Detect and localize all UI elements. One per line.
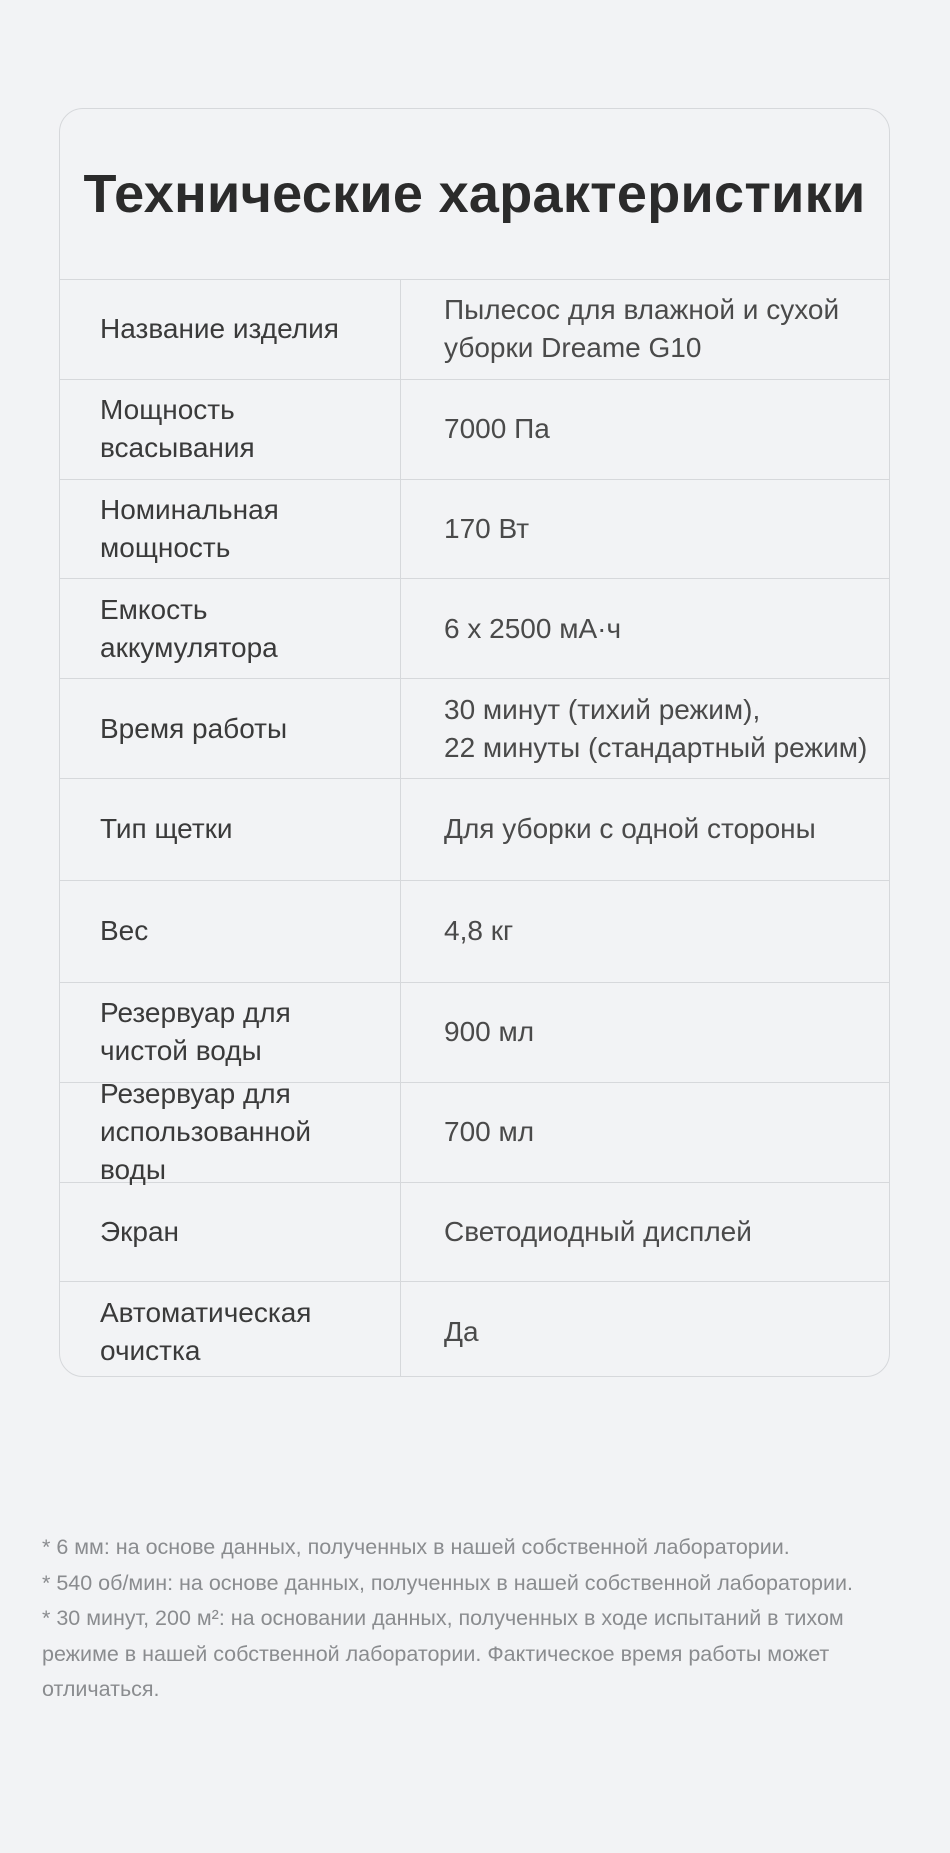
spec-row-screen bbox=[60, 1183, 889, 1283]
spec-row-dirty-water-tank bbox=[60, 1078, 889, 1186]
footnote: * 6 мм: на основе данных, полученных в нашей собственной лаборатории. bbox=[42, 1535, 790, 1559]
spec-table-card bbox=[59, 108, 890, 1377]
spec-value: 700 мл bbox=[444, 1116, 535, 1148]
spec-label: Номинальная мощность bbox=[60, 480, 401, 579]
spec-row-brush-type bbox=[60, 779, 889, 881]
spec-value: Да bbox=[444, 1316, 479, 1348]
footnote: * 540 об/мин: на основе данных, полученных в нашей собственной лаборатории. bbox=[42, 1570, 853, 1595]
spec-row-clean-water-tank bbox=[60, 983, 889, 1083]
spec-value: Светодиодный дисплей bbox=[444, 1215, 752, 1247]
spec-label: Тип щетки bbox=[60, 779, 401, 880]
spec-row-self-cleaning bbox=[60, 1282, 889, 1377]
spec-row-weight bbox=[60, 881, 889, 983]
spec-value: 6 x 2500 мА·ч bbox=[444, 612, 622, 644]
spec-label: Мощность всасывания bbox=[60, 380, 401, 479]
spec-label: Вес bbox=[60, 881, 401, 982]
spec-value: 7000 Па bbox=[444, 413, 550, 445]
spec-value: Для уборки с одной стороны bbox=[444, 813, 816, 845]
spec-label: Название изделия bbox=[60, 280, 401, 379]
spec-row-rated-power bbox=[60, 480, 889, 580]
spec-value: 170 Вт bbox=[444, 512, 530, 544]
page-title: Технические характеристики bbox=[60, 109, 889, 280]
spec-label: Экран bbox=[60, 1183, 401, 1282]
spec-value: 900 мл bbox=[444, 1016, 535, 1048]
spec-value: 30 минут (тихий режим), 22 минуты (стандартный режим) bbox=[444, 693, 868, 763]
spec-label: Резервуар для использованной воды bbox=[60, 1083, 401, 1182]
spec-label: Автоматическая очистка bbox=[60, 1282, 401, 1377]
spec-row-product-name bbox=[60, 280, 889, 380]
spec-row-suction-power bbox=[60, 380, 889, 480]
spec-label: Время работы bbox=[60, 679, 401, 778]
spec-label: Резервуар для чистой воды bbox=[60, 983, 401, 1082]
footnote: * 30 минут, 200 м²: на основании данных, полученных в ходе испытаний в тихом режиме в нашей собственной лаборатории. Фактическое время работы может отличаться. bbox=[42, 1606, 844, 1701]
spec-value: 4,8 кг bbox=[444, 915, 514, 947]
spec-row-run-time bbox=[60, 679, 889, 779]
spec-row-battery-capacity bbox=[60, 579, 889, 679]
footnotes bbox=[42, 1530, 912, 1708]
spec-value: Пылесос для влажной и сухой уборки Dreame G10 bbox=[444, 294, 840, 364]
spec-label: Емкость аккумулятора bbox=[60, 579, 401, 678]
